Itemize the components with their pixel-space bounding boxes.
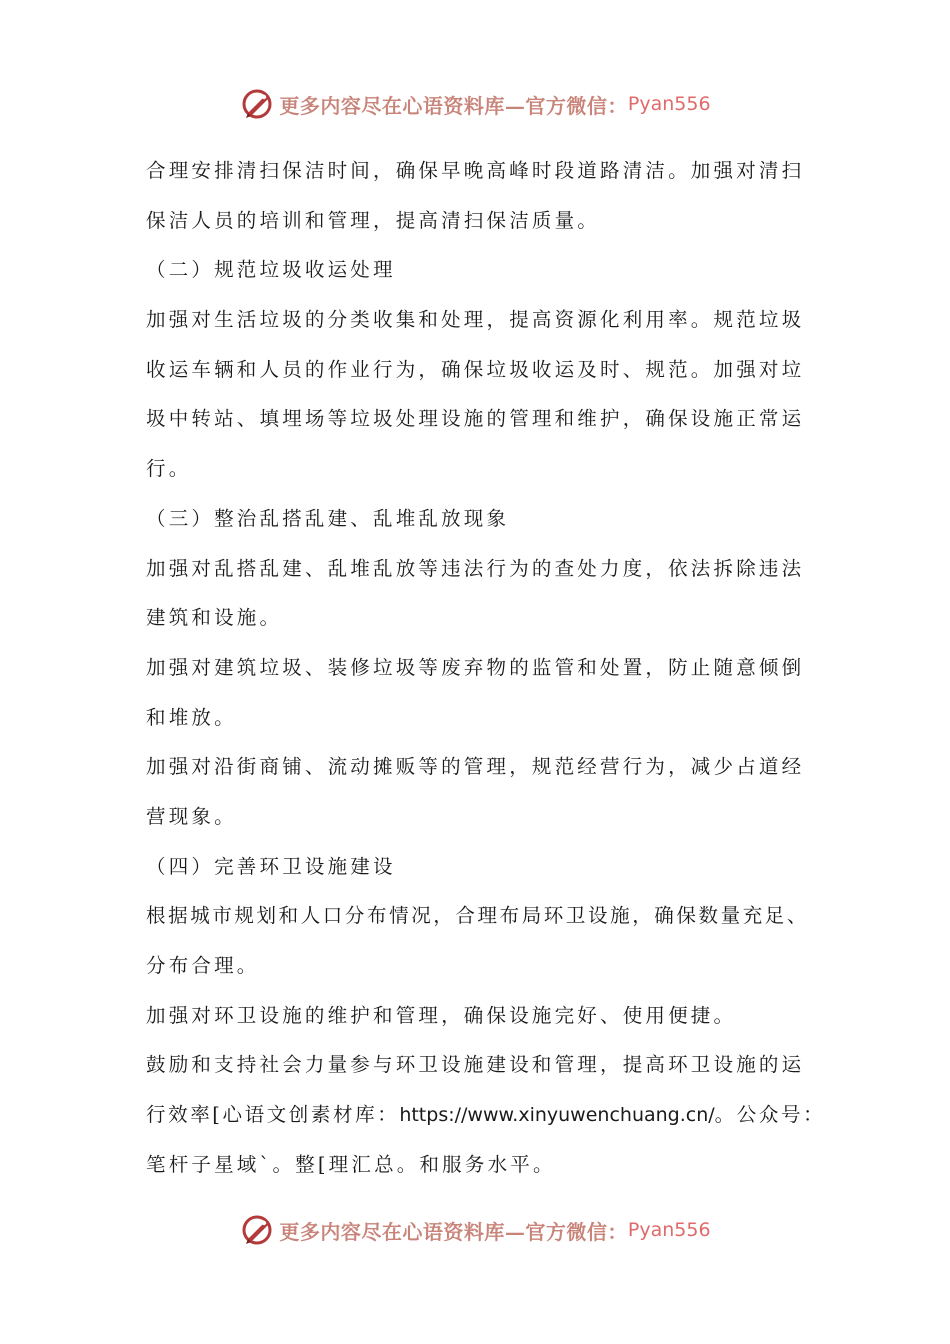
banner-wechat-id: Pyan556 <box>627 93 711 115</box>
text-line: 鼓励和支持社会力量参与环卫设施建设和管理，提高环卫设施的运 <box>146 1053 805 1077</box>
text-line: 建筑和设施。 <box>146 606 283 630</box>
text-line <box>146 1140 826 1190</box>
text-line: 加强对环卫设施的维护和管理，确保设施完好、使用便捷。 <box>146 1003 737 1027</box>
text-line: 加强对生活垃圾的分类收集和处理，提高资源化利用率。规范垃圾 <box>146 308 805 332</box>
document-body <box>146 146 826 1189</box>
footer-banner <box>0 1208 950 1252</box>
header-banner <box>0 82 950 126</box>
line-text: 。公众号： <box>714 1103 826 1127</box>
text-line: 加强对沿街商铺、流动摊贩等的管理，规范经营行为，减少占道经 <box>146 755 805 779</box>
pen-logo-icon <box>239 86 275 122</box>
text-line: 加强对建筑垃圾、装修垃圾等废弃物的监管和处置，防止随意倾倒 <box>146 655 805 679</box>
text-line: 根据城市规划和人口分布情况，合理布局环卫设施，确保数量充足、 <box>146 904 810 928</box>
line-text: 笔杆子星域`。整[ <box>146 1152 329 1176</box>
text-line: 行。 <box>146 457 192 481</box>
banner-main-text: 更多内容尽在心语资料库—官方微信： <box>279 1219 628 1244</box>
text-line: 收运车辆和人员的作业行为，确保垃圾收运及时、规范。加强对垃 <box>146 357 805 381</box>
banner-main-text: 更多内容尽在心语资料库—官方微信： <box>279 93 628 118</box>
pen-logo-icon <box>239 1212 275 1248</box>
line-text: 行效率[心语文创素材库： <box>146 1103 400 1127</box>
text-line: 合理安排清扫保洁时间，确保早晚高峰时段道路清洁。加强对清扫 <box>146 159 805 182</box>
text-line: 保洁人员的培训和管理，提高清扫保洁质量。 <box>146 208 601 232</box>
website-link[interactable]: https://www.xinyuwenchuang.cn/ <box>399 1104 715 1127</box>
text-line: 圾中转站、填埋场等垃圾处理设施的管理和维护，确保设施正常运 <box>146 407 805 431</box>
text-line: 和堆放。 <box>146 705 237 729</box>
text-line: 营现象。 <box>146 804 237 828</box>
text-line: 加强对乱搭乱建、乱堆乱放等违法行为的查处力度，依法拆除违法 <box>146 556 805 580</box>
section-heading: （四）完善环卫设施建设 <box>146 854 396 878</box>
line-text: 理汇总。和服务水平。 <box>328 1152 556 1176</box>
text-line-with-link <box>146 1090 826 1140</box>
text-line: 分布合理。 <box>146 954 260 977</box>
section-heading: （二）规范垃圾收运处理 <box>146 258 396 282</box>
section-heading: （三）整治乱搭乱建、乱堆乱放现象 <box>146 506 510 530</box>
banner-wechat-id: Pyan556 <box>627 1219 711 1241</box>
